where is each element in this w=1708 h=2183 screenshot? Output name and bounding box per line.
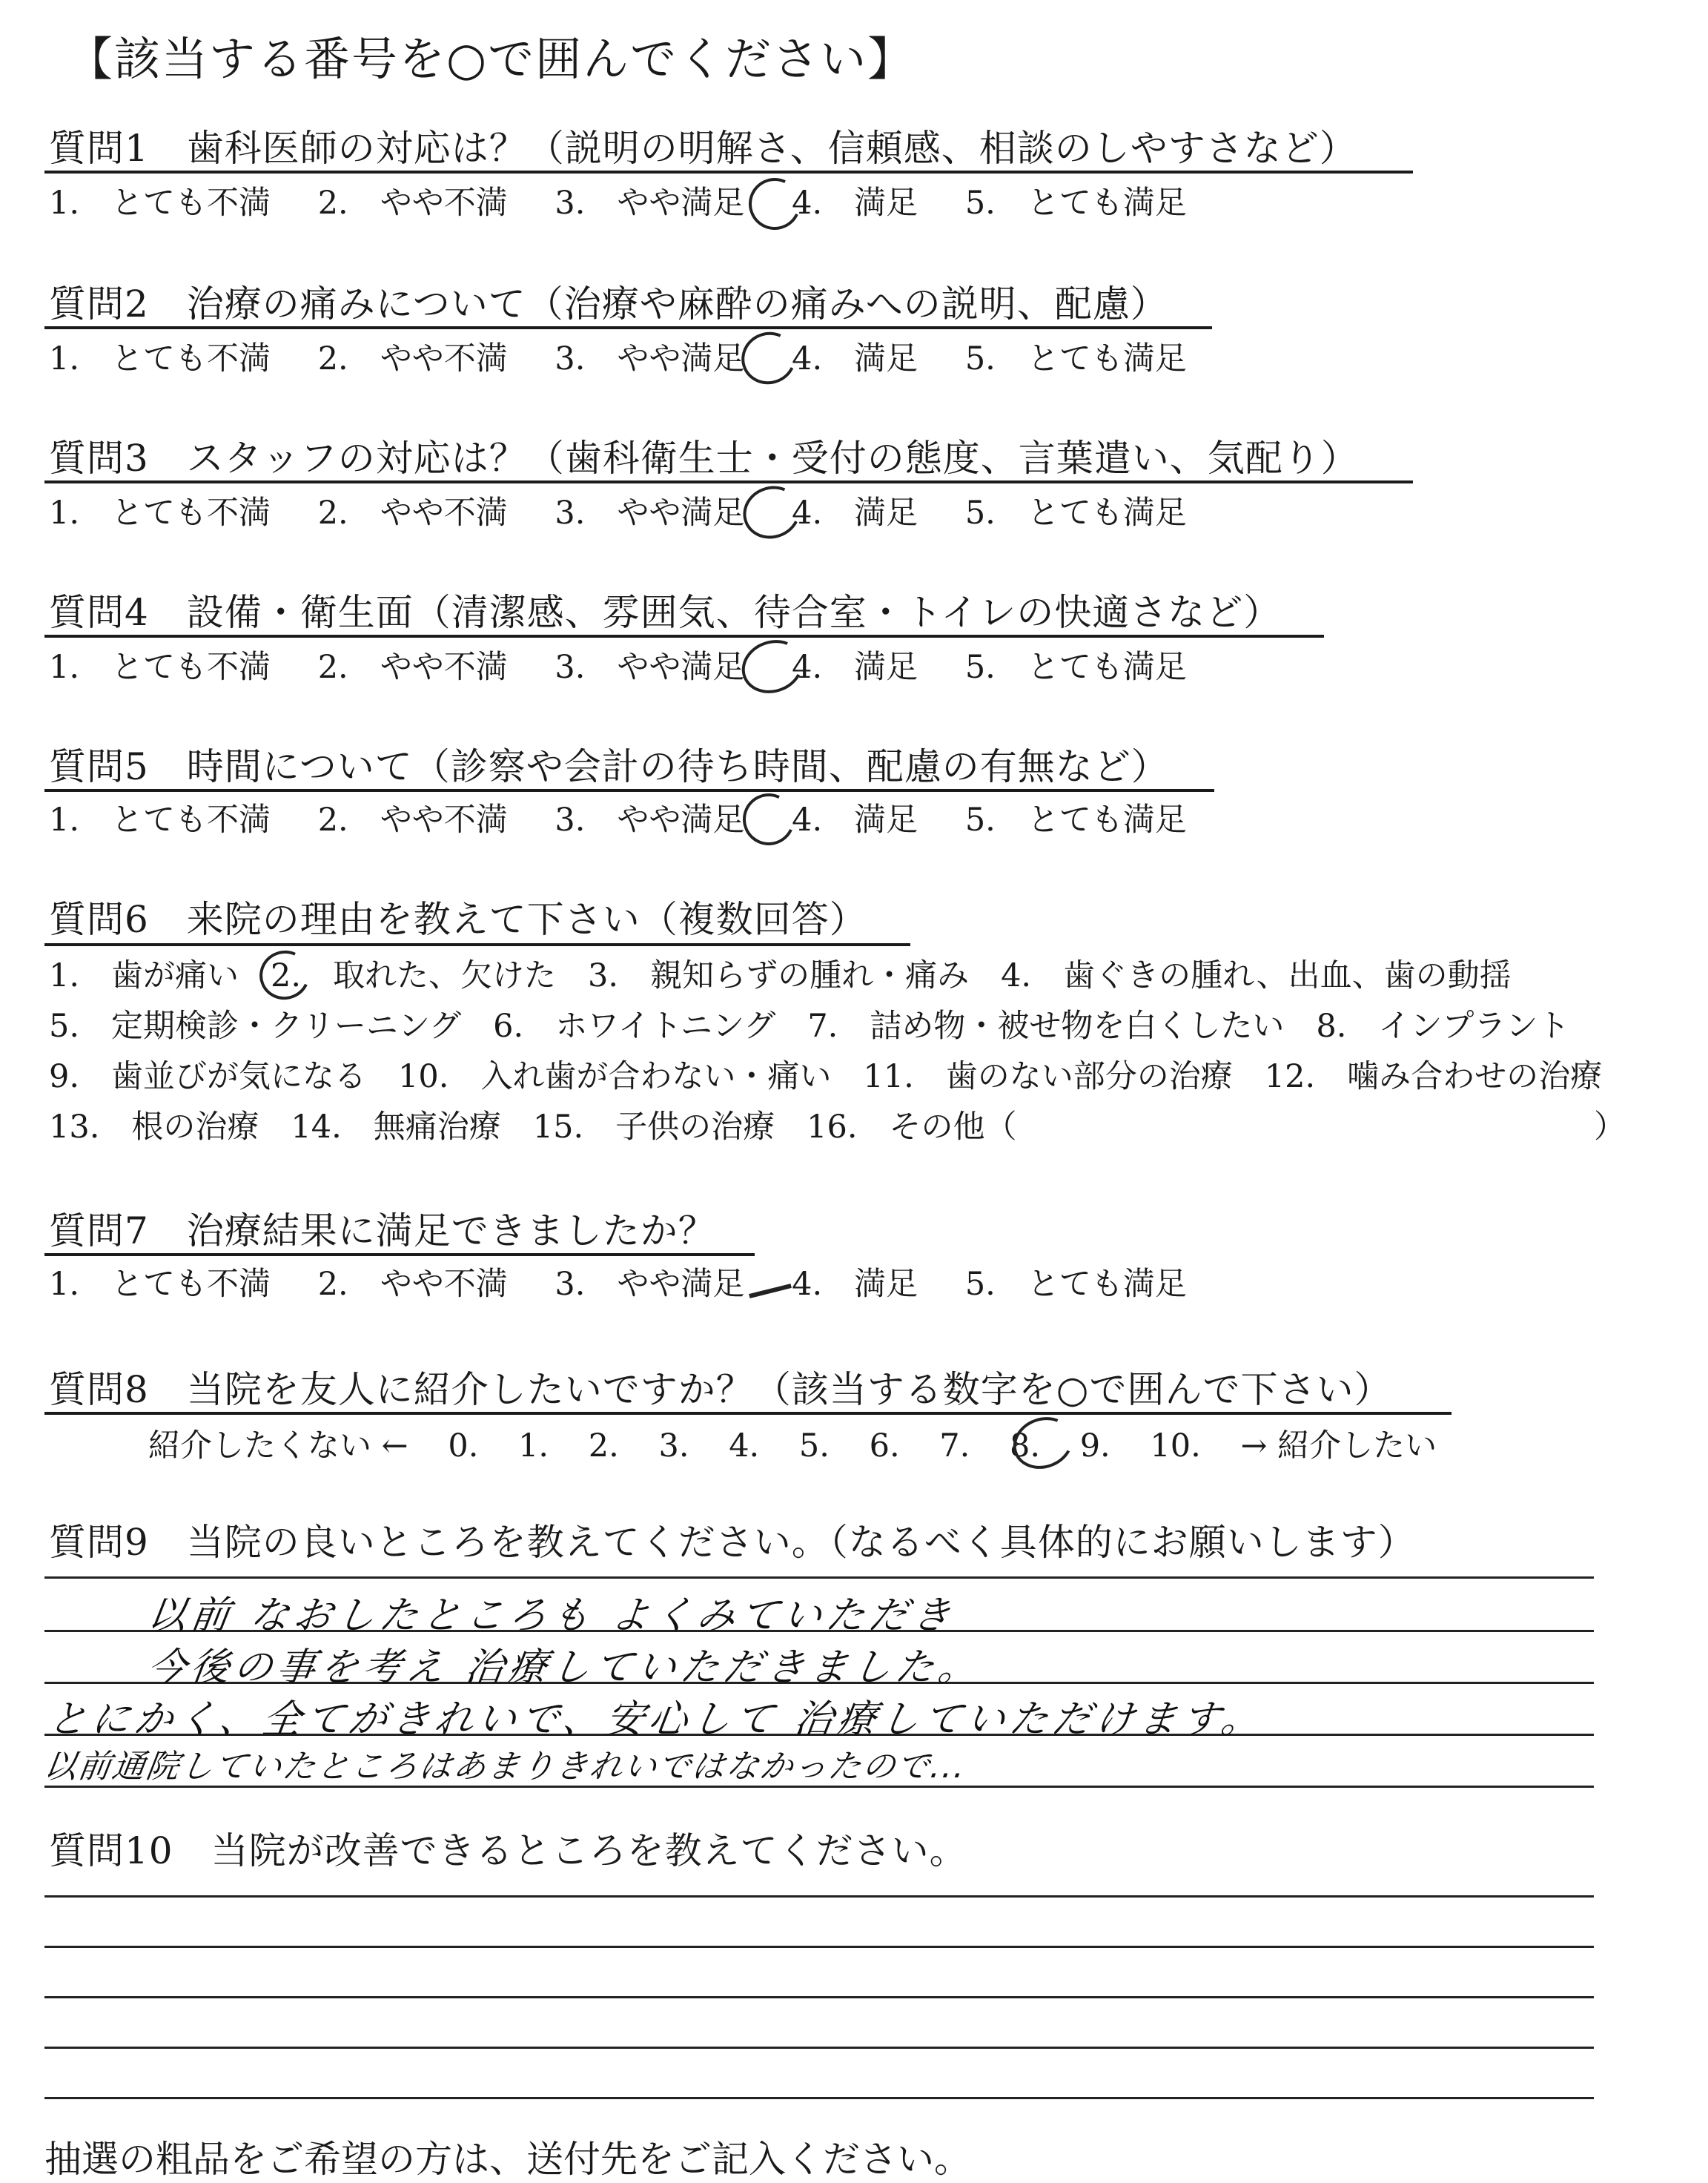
question-6-underline [44, 943, 910, 946]
q5-option-2[interactable]: 2. やや不満 [317, 802, 508, 839]
question-2-options [49, 334, 1187, 379]
question-9-title: 質問9 当院の良いところを教えてください。（なるべく具体的にお願いします） [49, 1521, 1416, 1564]
q3-option-2[interactable]: 2. やや不満 [317, 495, 508, 532]
q8-num-10[interactable]: 10. [1150, 1427, 1201, 1464]
q6-other-close-paren: ） [1594, 1109, 1626, 1146]
q7-option-3[interactable]: 3. やや満足 [555, 1266, 745, 1303]
q5-option-1[interactable]: 1. とても不満 [49, 802, 271, 839]
q2-option-1[interactable]: 1. とても不満 [49, 340, 271, 377]
question-2-underline [44, 326, 1212, 329]
q8-num-5[interactable]: 5. [798, 1427, 830, 1464]
question-8-title: 質問8 当院を友人に紹介したいですか？（該当する数字を○で囲んで下さい） [49, 1368, 1392, 1411]
q9-handwritten-line-3: とにかく、全てがきれいで、安心して 治療していただけます。 [45, 1697, 1268, 1742]
q1-option-2[interactable]: 2. やや不満 [317, 185, 508, 222]
q1-option-4[interactable]: 4. 満足 [792, 185, 918, 222]
q3-option-1[interactable]: 1. とても不満 [49, 495, 271, 532]
q10-answer-line[interactable] [44, 1895, 1594, 1898]
q4-option-5[interactable]: 5. とても満足 [964, 649, 1187, 686]
q8-num-7[interactable]: 7. [939, 1427, 970, 1464]
question-1-underline [44, 171, 1413, 174]
q2-option-2[interactable]: 2. やや不満 [317, 340, 508, 377]
q2-option-3[interactable]: 3. やや満足 [555, 340, 745, 377]
q2-option-5[interactable]: 5. とても満足 [964, 340, 1187, 377]
q3-option-3[interactable]: 3. やや満足 [555, 495, 745, 532]
q4-option-1[interactable]: 1. とても不満 [49, 649, 271, 686]
q8-num-3[interactable]: 3. [658, 1427, 689, 1464]
form-header: 【該当する番号を○で囲んでください】 [67, 32, 916, 86]
q10-answer-line[interactable] [44, 2097, 1594, 2099]
question-5-title: 質問5 時間について（診察や会計の待ち時間、配慮の有無など） [49, 745, 1169, 788]
q10-answer-line[interactable] [44, 1996, 1594, 1998]
q8-num-1[interactable]: 1. [518, 1427, 549, 1464]
q9-handwritten-line-2: 今後の事を考え 治療していただきました。 [145, 1645, 984, 1690]
q6-row-4[interactable]: 13. 根の治療 14. 無痛治療 15. 子供の治療 16. その他（ [49, 1109, 1017, 1146]
q4-option-4[interactable]: 4. 満足 [792, 649, 918, 686]
q8-num-6[interactable]: 6. [869, 1427, 900, 1464]
question-3-underline [44, 480, 1413, 483]
q6-row-3[interactable]: 9. 歯並びが気になる 10. 入れ歯が合わない・痛い 11. 歯のない部分の治療 12. 噛み合わせの治療 [49, 1058, 1603, 1095]
q3-option-4[interactable]: 4. 満足 [792, 495, 918, 532]
q1-option-3[interactable]: 3. やや満足 [555, 185, 745, 222]
q6-row-2[interactable]: 5. 定期検診・クリーニング 6. ホワイトニング 7. 詰め物・被せ物を白くしたい 8. インプラント [49, 1008, 1570, 1045]
q8-num-4[interactable]: 4. [729, 1427, 760, 1464]
question-10-title: 質問10 当院が改善できるところを教えてください。 [49, 1829, 967, 1872]
q6-row-1[interactable]: 1. 歯が痛い 2. 取れた、欠けた 3. 親知らずの腫れ・痛み 4. 歯ぐきの腫れ、出血、歯の動揺 [49, 957, 1512, 994]
q7-option-1[interactable]: 1. とても不満 [49, 1266, 271, 1303]
question-4-options [49, 642, 1187, 687]
q8-num-0[interactable]: 0. [448, 1427, 479, 1464]
q5-option-5[interactable]: 5. とても満足 [964, 802, 1187, 839]
q5-option-4[interactable]: 4. 満足 [792, 802, 918, 839]
q5-option-3[interactable]: 3. やや満足 [555, 802, 745, 839]
q7-option-4[interactable]: 4. 満足 [792, 1266, 918, 1303]
q8-selection-circle [1006, 1409, 1080, 1477]
q7-option-5[interactable]: 5. とても満足 [964, 1266, 1187, 1303]
question-3-title: 質問3 スタッフの対応は？（歯科衛生士・受付の態度、言葉遣い、気配り） [49, 437, 1359, 480]
q3-option-5[interactable]: 5. とても満足 [964, 495, 1187, 532]
q8-left-label: 紹介したくない ← [148, 1427, 408, 1464]
question-3-options [49, 488, 1187, 533]
question-2-title: 質問2 治療の痛みについて（治療や麻酔の痛みへの説明、配慮） [49, 283, 1168, 326]
question-1-options [49, 178, 1187, 223]
q8-right-label: → 紹介したい [1240, 1427, 1437, 1464]
question-8-underline [44, 1412, 1452, 1415]
question-4-underline [44, 635, 1324, 638]
q10-answer-line[interactable] [44, 1946, 1594, 1948]
q8-num-8[interactable]: 8. [1010, 1427, 1041, 1464]
q1-option-5[interactable]: 5. とても満足 [964, 185, 1187, 222]
q10-answer-line[interactable] [44, 2047, 1594, 2049]
question-6-title: 質問6 来院の理由を教えて下さい（複数回答） [49, 898, 867, 941]
question-7-options [49, 1259, 1187, 1304]
question-5-options [49, 795, 1187, 840]
q7-option-2[interactable]: 2. やや不満 [317, 1266, 508, 1303]
q9-handwritten-line-4: 以前通院していたところはあまりきれいではなかったので... [41, 1748, 969, 1786]
q9-handwritten-line-1: 以前 なおしたところも よくみていただき [145, 1594, 959, 1638]
question-4-title: 質問4 設備・衛生面（清潔感、雰囲気、待合室・トイレの快適さなど） [49, 591, 1282, 634]
q2-option-4[interactable]: 4. 満足 [792, 340, 918, 377]
q9-answer-line [44, 1576, 1594, 1579]
q4-option-3[interactable]: 3. やや満足 [555, 649, 745, 686]
question-1-title: 質問1 歯科医師の対応は？（説明の明解さ、信頼感、相談のしやすさなど） [49, 127, 1357, 170]
q8-num-2[interactable]: 2. [588, 1427, 619, 1464]
question-7-underline [44, 1253, 755, 1256]
q4-option-2[interactable]: 2. やや不満 [317, 649, 508, 686]
question-7-title: 質問7 治療結果に満足できましたか？ [49, 1209, 716, 1252]
q1-option-1[interactable]: 1. とても不満 [49, 185, 271, 222]
prize-request-heading: 抽選の粗品をご希望の方は、送付先をご記入ください。 [44, 2138, 971, 2181]
q8-num-9[interactable]: 9. [1079, 1427, 1110, 1464]
question-5-underline [44, 789, 1214, 792]
q8-scale [148, 1421, 1437, 1466]
